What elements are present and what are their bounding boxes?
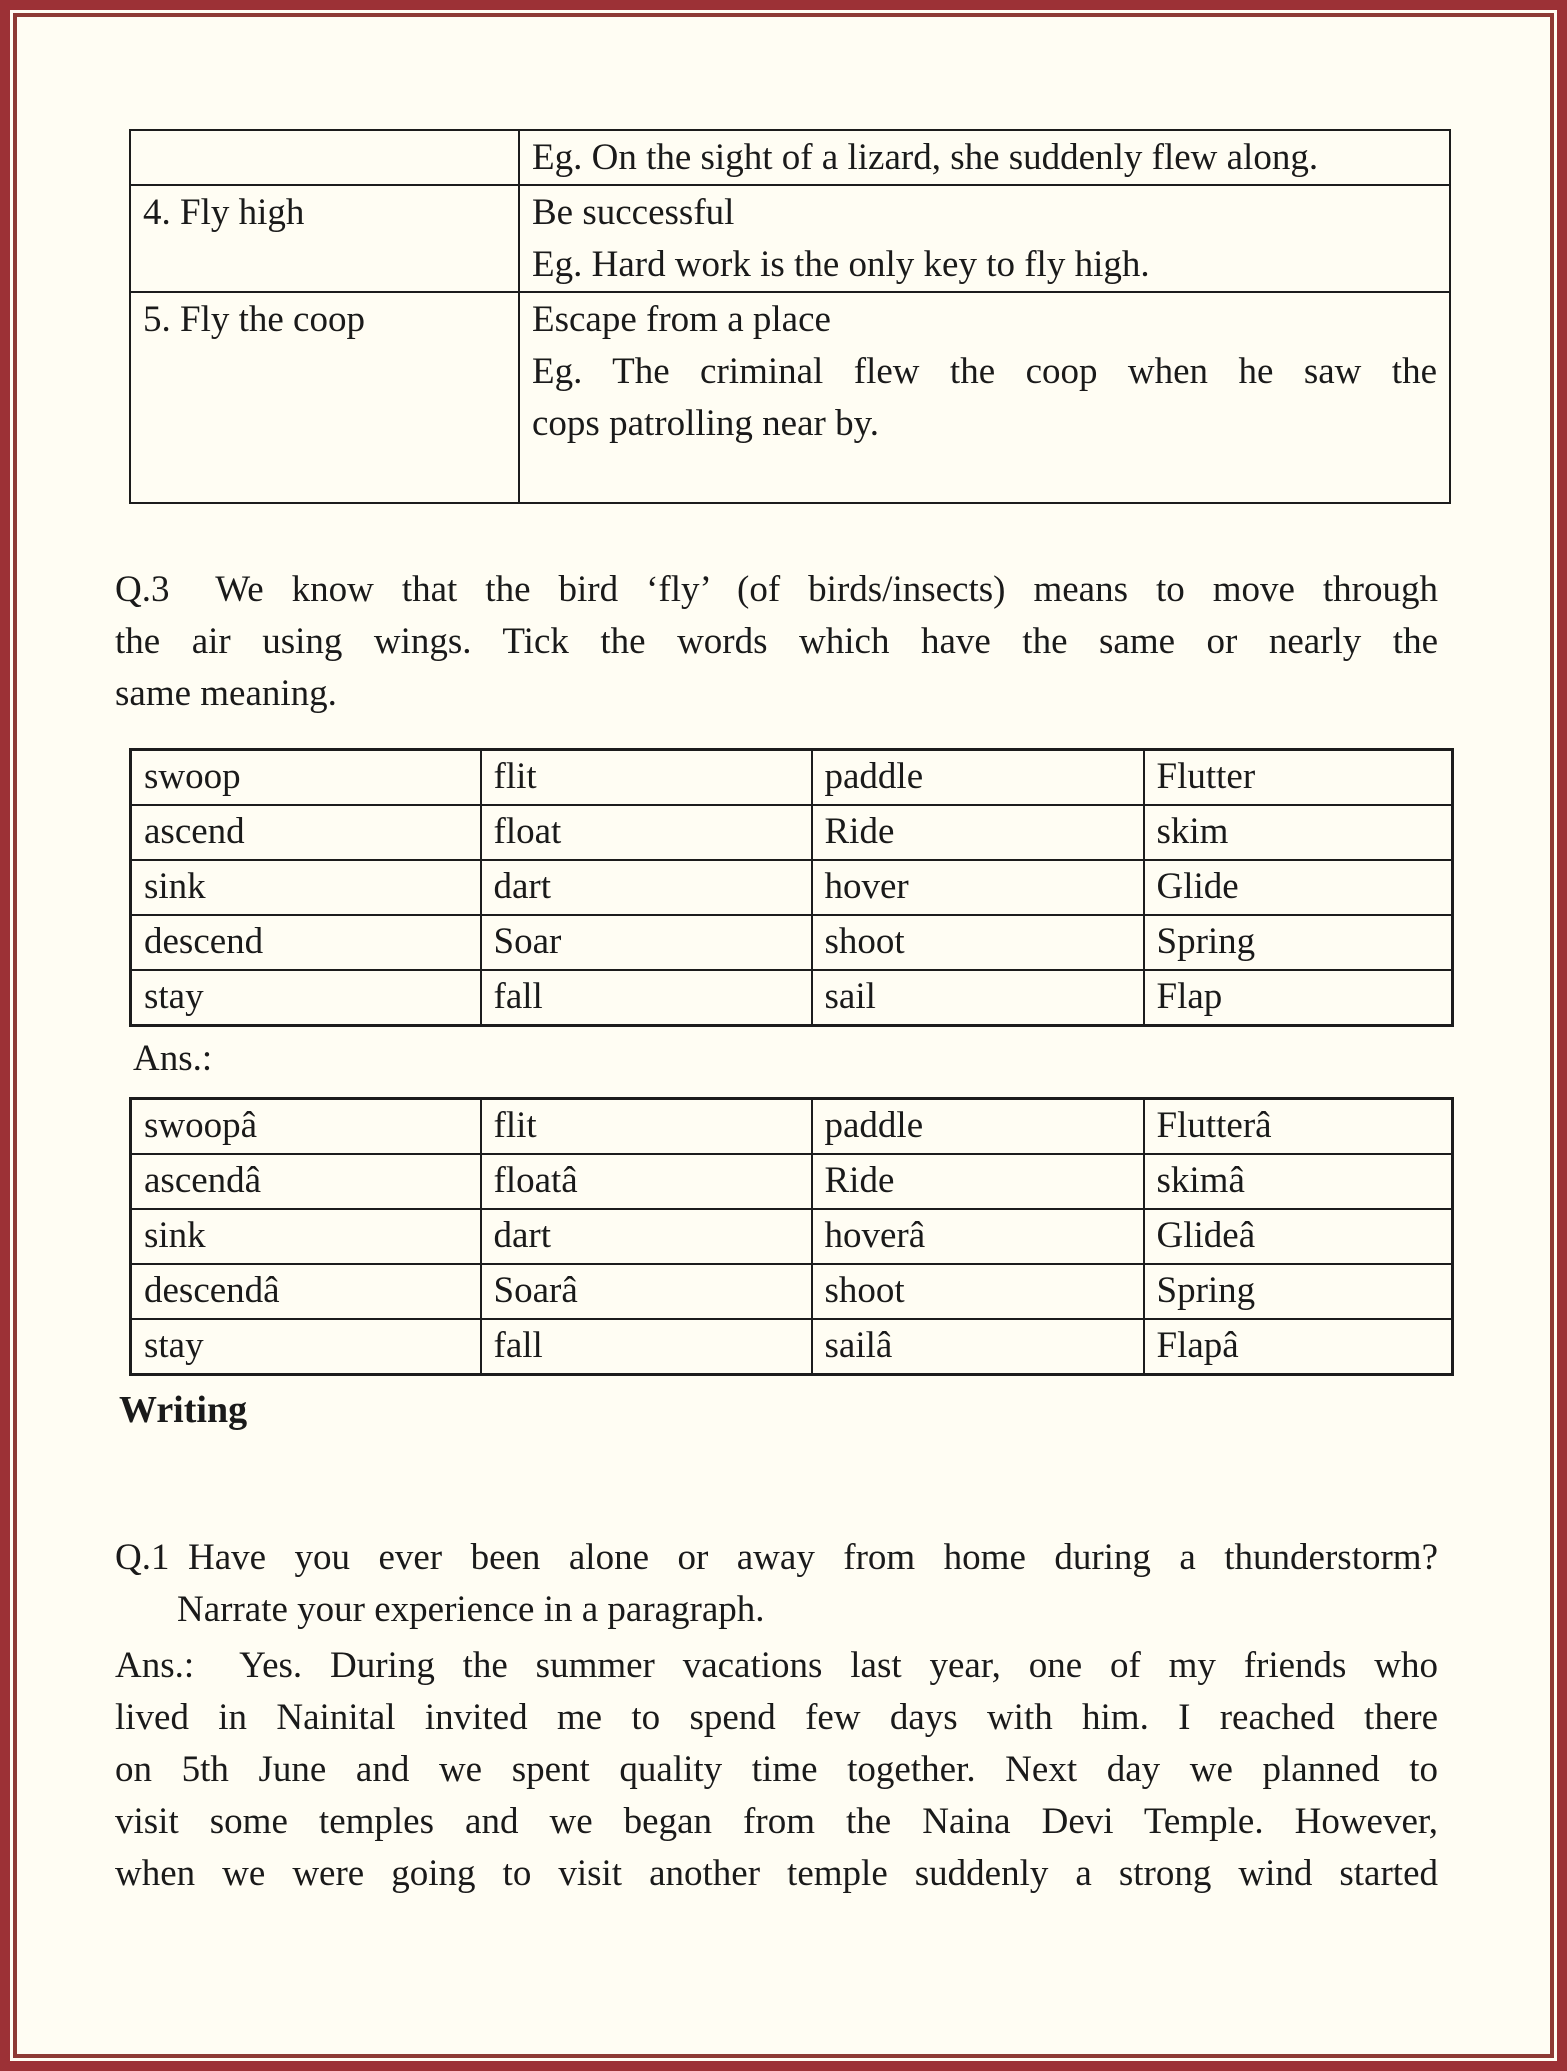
writing-section-heading: Writing xyxy=(119,1389,248,1431)
word-cell: flit xyxy=(481,750,812,806)
page-border-gap xyxy=(10,10,1557,2061)
word-cell: ascendâ xyxy=(131,1154,481,1209)
text-line: Eg. The criminal flew the coop when he saw the xyxy=(532,351,1437,392)
word-cell: fall xyxy=(481,970,812,1026)
word-cell: Flap xyxy=(1144,970,1453,1026)
table-row xyxy=(131,1154,1453,1209)
answers-table-body xyxy=(131,1099,1453,1375)
word-cell: dart xyxy=(481,1209,812,1264)
word-cell: hoverâ xyxy=(812,1209,1144,1264)
word-cell: stay xyxy=(131,970,481,1026)
word-cell: paddle xyxy=(812,750,1144,806)
text-line: Be successful xyxy=(532,192,735,233)
word-cell: shoot xyxy=(812,1264,1144,1319)
text-line: the air using wings. Tick the words which have the same or nearly the xyxy=(115,621,1438,662)
synonyms-table xyxy=(129,748,1454,1027)
word-cell: Glide xyxy=(1144,860,1453,915)
idiom-definition-cell xyxy=(519,185,1450,292)
table-row xyxy=(130,185,1450,292)
word-cell: sink xyxy=(131,1209,481,1264)
text-line: Escape from a place xyxy=(532,299,831,340)
word-cell: Soar xyxy=(481,915,812,970)
text-line: same meaning. xyxy=(115,673,337,714)
q3-question-paragraph xyxy=(115,564,1438,720)
word-cell: Flutterâ xyxy=(1144,1099,1453,1155)
idiom-term-cell: 4. Fly high xyxy=(130,185,519,292)
text-line: Eg. On the sight of a lizard, she suddenly flew along. xyxy=(532,137,1319,178)
word-cell: swoopâ xyxy=(131,1099,481,1155)
word-cell: flit xyxy=(481,1099,812,1155)
text-line: cops patrolling near by. xyxy=(532,403,879,444)
text-line: Q.1 Have you ever been alone or away from home during a thunderstorm? xyxy=(115,1537,1438,1578)
idiom-definition-cell xyxy=(519,292,1450,503)
q1-question-paragraph xyxy=(115,1532,1438,1636)
word-cell: swoop xyxy=(131,750,481,806)
text-line xyxy=(532,450,1437,502)
answers-table xyxy=(129,1097,1454,1376)
word-cell: Spring xyxy=(1144,915,1453,970)
idioms-table xyxy=(129,129,1451,504)
text-line: Q.3 We know that the bird ‘fly’ (of birds/insects) means to move through xyxy=(115,569,1438,610)
word-cell: paddle xyxy=(812,1099,1144,1155)
word-cell: Flutter xyxy=(1144,750,1453,806)
table-row xyxy=(130,292,1450,503)
table-row xyxy=(131,1099,1453,1155)
text-line: Ans.: Yes. During the summer vacations last year, one of my friends who xyxy=(115,1645,1438,1686)
table-row xyxy=(130,130,1450,185)
text-line: lived in Nainital invited me to spend few days with him. I reached there xyxy=(115,1697,1438,1738)
word-cell: float xyxy=(481,805,812,860)
table-row xyxy=(131,915,1453,970)
word-cell: Ride xyxy=(812,805,1144,860)
word-cell: Spring xyxy=(1144,1264,1453,1319)
table-row xyxy=(131,1319,1453,1375)
word-cell: stay xyxy=(131,1319,481,1375)
table-row xyxy=(131,860,1453,915)
text-line: Narrate your experience in a paragraph. xyxy=(177,1589,765,1630)
text-line: on 5th June and we spent quality time together. Next day we planned to xyxy=(115,1749,1438,1790)
word-cell: Glideâ xyxy=(1144,1209,1453,1264)
word-cell: Flapâ xyxy=(1144,1319,1453,1375)
word-cell: ascend xyxy=(131,805,481,860)
idioms-table-body xyxy=(130,130,1450,503)
word-cell: Soarâ xyxy=(481,1264,812,1319)
table-row xyxy=(131,1264,1453,1319)
answer-label: Ans.: xyxy=(133,1038,213,1079)
word-cell: dart xyxy=(481,860,812,915)
word-cell: sink xyxy=(131,860,481,915)
idiom-term-cell: 5. Fly the coop xyxy=(130,292,519,503)
word-cell: sailâ xyxy=(812,1319,1144,1375)
table-row xyxy=(131,970,1453,1026)
word-cell: skimâ xyxy=(1144,1154,1453,1209)
synonyms-table-body xyxy=(131,750,1453,1026)
word-cell: skim xyxy=(1144,805,1453,860)
table-row xyxy=(131,1209,1453,1264)
word-cell: fall xyxy=(481,1319,812,1375)
idiom-definition-cell xyxy=(519,130,1450,185)
word-cell: hover xyxy=(812,860,1144,915)
text-line: Eg. Hard work is the only key to fly high. xyxy=(532,244,1150,285)
text-line: visit some temples and we began from the Naina Devi Temple. However, xyxy=(115,1801,1438,1842)
table-row xyxy=(131,805,1453,860)
word-cell: sail xyxy=(812,970,1144,1026)
word-cell: shoot xyxy=(812,915,1144,970)
word-cell: descend xyxy=(131,915,481,970)
word-cell: Ride xyxy=(812,1154,1144,1209)
word-cell: floatâ xyxy=(481,1154,812,1209)
idiom-term-cell xyxy=(130,130,519,185)
page-content xyxy=(13,13,1554,2058)
table-row xyxy=(131,750,1453,806)
q1-answer-paragraph xyxy=(115,1640,1438,1900)
word-cell: descendâ xyxy=(131,1264,481,1319)
text-line: when we were going to visit another temple suddenly a strong wind started xyxy=(115,1853,1438,1894)
